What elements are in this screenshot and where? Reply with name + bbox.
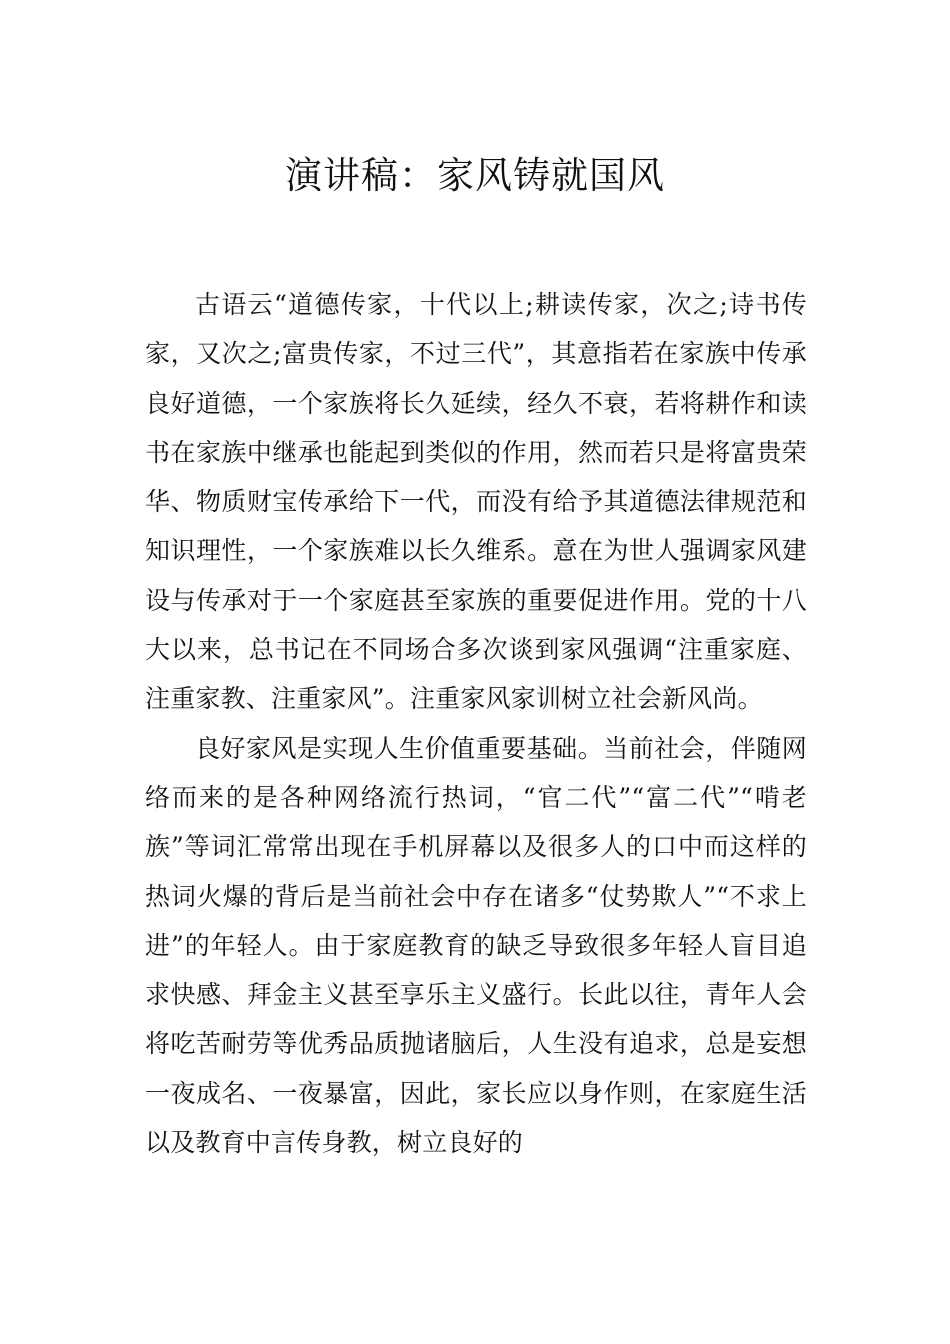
document-body [145,280,807,1167]
document-title: 演讲稿：家风铸就国风 [285,153,665,197]
paragraph: 良好家风是实现人生价值重要基础。当前社会，伴随网络而来的是各种网络流行热词，“官二代”“富二代”“啃老族”等词汇常常出现在手机屏幕以及很多人的口中而这样的热词火爆的背后是当前社会中存在诸多“仗势欺人”“不求上进”的年轻人。由于家庭教育的缺乏导致很多年轻人盲目追求快感、拜金主义甚至享乐主义盛行。长此以往，青年人会将吃苦耐劳等优秀品质抛诸脑后，人生没有追求，总是妄想一夜成名、一夜暴富，因此，家长应以身作则，在家庭生活以及教育中言传身教，树立良好的 [145,733,807,1158]
paragraph: 古语云“道德传家，十代以上;耕读传家，次之;诗书传家，又次之;富贵传家，不过三代”，其意指若在家族中传承良好道德，一个家族将长久延续，经久不衰，若将耕作和读书在家族中继承也能起到类似的作用，然而若只是将富贵荣华、物质财宝传承给下一代，而没有给予其道德法律规范和知识理性，一个家族难以长久维系。意在为世人强调家风建设与传承对于一个家庭甚至家族的重要促进作用。党的十八大以来，总书记在不同场合多次谈到家风强调“注重家庭、注重家教、注重家风”。注重家风家训树立社会新风尚。 [145,290,807,714]
